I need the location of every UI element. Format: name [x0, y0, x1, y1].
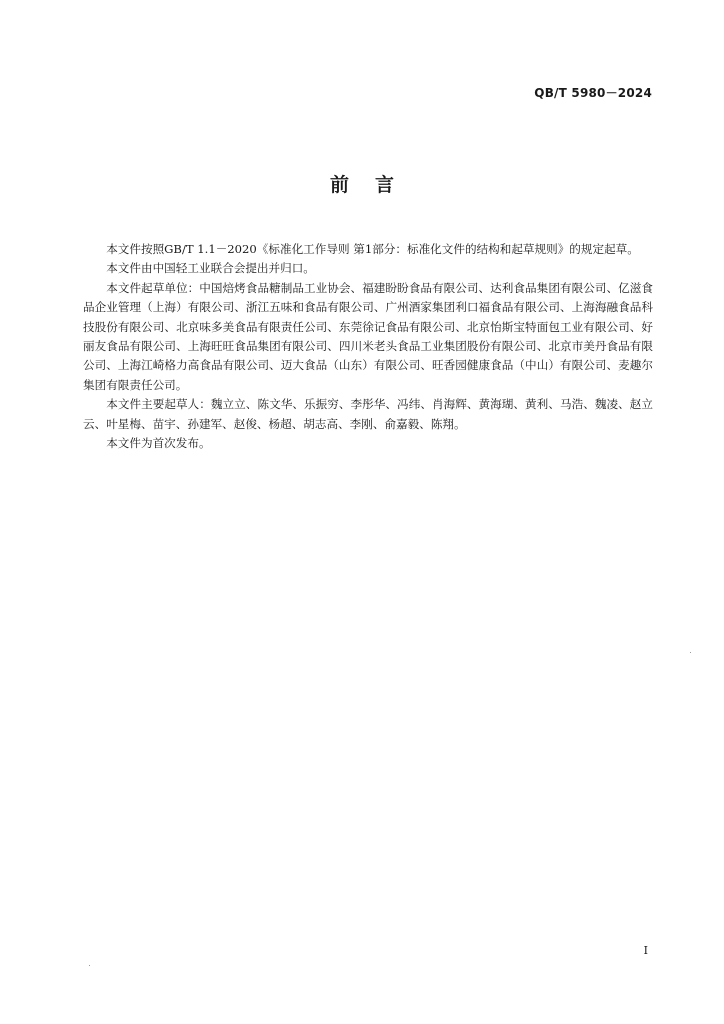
page-number: I [643, 944, 648, 957]
paragraph-drafting-rules: 本文件按照GB/T 1.1－2020《标准化工作导则 第1部分：标准化文件的结构和起草规则》的规定起草。 [106, 242, 639, 256]
foreword-body [83, 240, 653, 453]
paragraph-proposer: 本文件由中国轻工业联合会提出并归口。 [106, 261, 315, 276]
scan-speck [690, 652, 691, 653]
scan-speck [89, 965, 90, 966]
standard-code: QB/T 5980－2024 [534, 86, 652, 100]
paragraph-main-drafters: 本文件主要起草人：魏立立、陈文华、乐振穷、李彤华、冯纬、肖海辉、黄海瑚、黄利、马浩、魏凌、赵立云、叶星梅、苗宇、孙建军、赵俊、杨超、胡志高、李刚、俞嘉毅、陈翔。 [83, 397, 653, 431]
page-title: 前言 [329, 174, 420, 196]
paragraph-first-release: 本文件为首次发布。 [106, 436, 211, 451]
paragraph-drafting-units: 本文件起草单位：中国焙烤食品糖制品工业协会、福建盼盼食品有限公司、达利食品集团有限公司、亿滋食品企业管理（上海）有限公司、浙江五味和食品有限公司、广州酒家集团利口福食品有限公司、上海海融食品科技股份有限公司、北京味多美食品有限责任公司、东莞徐记食品有限公司、北京怡斯宝特面包工业有限公司、好丽友食品有限公司、上海旺旺食品集团有限公司、四川米老头食品工业集团股份有限公司、北京市美丹食品有限公司、上海江崎格力高食品有限公司、迈大食品（山东）有限公司、旺香园健康食品（中山）有限公司、麦趣尔集团有限责任公司。 [83, 280, 653, 392]
